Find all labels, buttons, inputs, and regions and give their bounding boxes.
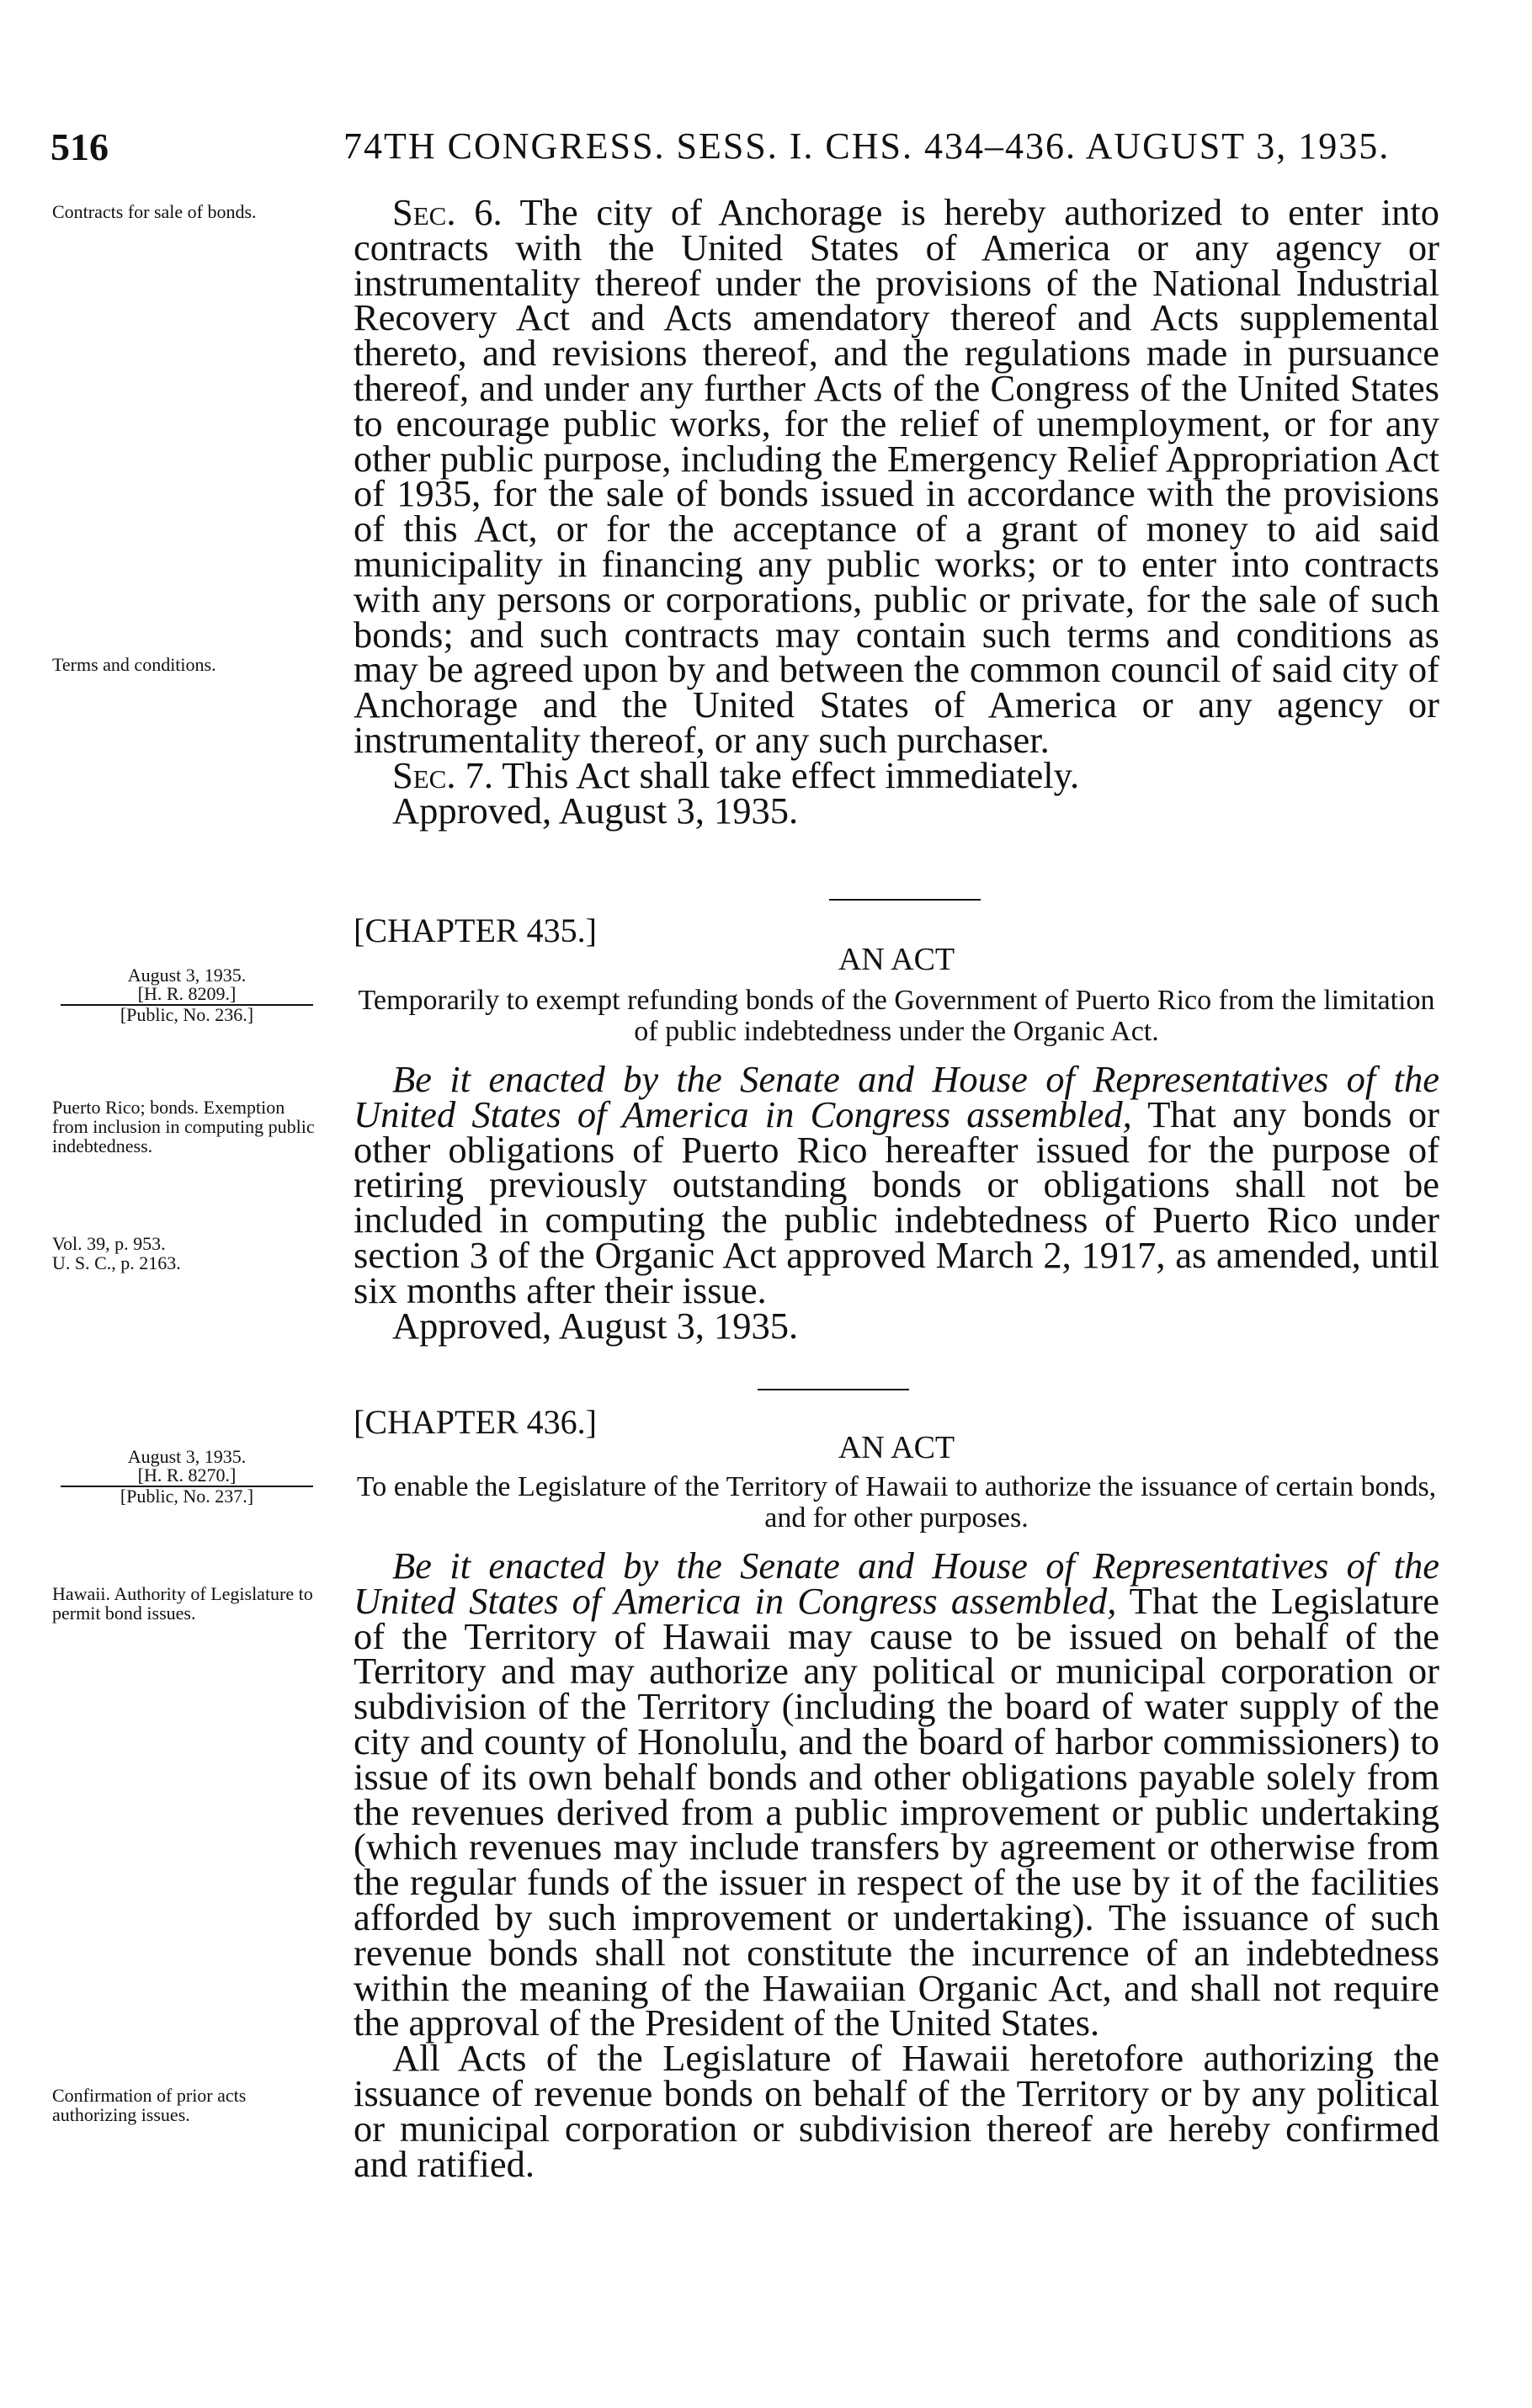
approved-line-1: Approved, August 3, 1935. xyxy=(392,789,799,832)
chapter-436-margin-info xyxy=(52,1448,322,1506)
chapter-435-date: August 3, 1935. xyxy=(127,965,247,986)
margin-note-vol39-a: Vol. 39, p. 953. xyxy=(52,1233,166,1254)
chapter-436-date: August 3, 1935. xyxy=(127,1446,247,1467)
margin-note-confirmation: Confirmation of prior acts authorizing issues. xyxy=(52,2085,247,2125)
section-6-label: Sec. 6. xyxy=(392,191,503,233)
chapter-435-an-act: AN ACT xyxy=(838,942,955,977)
section-6-text: The city of Anchorage is hereby authorized to enter into contracts with the United States of America or any agency or instrumentality thereof under the provisions of the National Industrial Recovery Act and Acts amendatory thereof and Acts supplemental thereto, and revisions thereof, and the regulations made in pursuance thereof, and under any further Acts of the Congress of the United States to encourage public works, for the relief of unemployment, or for any other public purpose, including the Emergency Relief Appropriation Act of 1935, for the sale of bonds issued in accordance with the provisions of this Act, or for the acceptance of a grant of money to aid said municipality in financing any public works; or to enter into contracts with any persons or corporations, public or private, for the sale of such bonds; and such contracts may contain such terms and conditions as may be agreed upon by and between the common council of said city of Anchorage and the United States of America or any agency or instrumentality thereof, or any such purchaser. xyxy=(354,191,1439,761)
divider-rule xyxy=(829,899,981,901)
chapter-435-public: [Public, No. 236.] xyxy=(120,1004,254,1025)
approved-line-2: Approved, August 3, 1935. xyxy=(392,1304,799,1347)
chapter-436-body xyxy=(354,1544,1439,2185)
margin-note-vol39 xyxy=(52,1234,322,1273)
margin-note-hawaii: Hawaii. Authority of Legislature to permit bond issues. xyxy=(52,1583,313,1624)
chapter-436-enacting-clause: Be it enacted by the Senate and House of Representatives of the United States of America in Congress assembled, xyxy=(354,1544,1439,1622)
chapter-436-an-act: AN ACT xyxy=(838,1430,955,1465)
chapter-436-heading: [CHAPTER 436.] xyxy=(354,1403,597,1441)
chapter-435-summary: Temporarily to exempt refunding bonds of the Government of Puerto Rico from the limitation of public indebtedness under the Organic Act. xyxy=(358,985,1435,1047)
chapter-436-public: [Public, No. 237.] xyxy=(120,1486,254,1507)
page-number: 516 xyxy=(51,125,109,168)
chapter-436-text: That the Legislature of the Territory of Hawaii may cause to be issued on behalf of the Territory and may authorize any political or municipal corporation or subdivision of the Territory (including the board of water supply of the city and county of Honolulu, and the board of harbor commissioners) to issue of its own behalf bonds and other obligations payable solely from the revenues derived from a public improvement or public undertaking (which revenues may include transfers by agreement or otherwise from the regular funds of the issuer in respect of the use by it of the facilities afforded by such improvement or undertaking). The issuance of such revenue bonds shall not constitute the incurrence of an indebtedness within the meaning of the Hawaiian Organic Act, and shall not require the approval of the President of the United States. xyxy=(354,1579,1439,2044)
chapter-435-body xyxy=(354,1058,1439,1347)
margin-note-puerto-rico: Puerto Rico; bonds. Exemption from inclusion in computing public indebtedness. xyxy=(52,1097,315,1156)
chapter-436-bill: [H. R. 8270.] xyxy=(61,1466,313,1487)
section-7-text: This Act shall take effect immediately. xyxy=(502,753,1080,796)
chapter-435-heading: [CHAPTER 435.] xyxy=(354,912,597,949)
page-header xyxy=(51,125,1439,183)
margin-note-contracts: Contracts for sale of bonds. xyxy=(52,201,257,222)
margin-note-vol39-b: U. S. C., p. 2163. xyxy=(52,1252,181,1273)
section-6 xyxy=(354,191,1439,832)
chapter-435-text: That any bonds or other obligations of Puerto Rico hereafter issued for the purpose of retiring previously outstanding bonds or obligations shall not be included in computing the public indebtedness of Puerto Rico under section 3 of the Organic Act approved March 2, 1917, as amended, until six months after their issue. xyxy=(354,1092,1439,1311)
section-7-label: Sec. 7. xyxy=(392,753,493,796)
margin-note-terms: Terms and conditions. xyxy=(52,654,216,675)
chapter-436-text-2: All Acts of the Legislature of Hawaii heretofore authorizing the issuance of revenue bonds on behalf of the Territory or by any political or municipal corporation or subdivision thereof are hereby confirmed and ratified. xyxy=(354,2037,1439,2185)
chapter-436-summary: To enable the Legislature of the Territory of Hawaii to authorize the issuance of certain bonds, and for other purposes. xyxy=(356,1471,1437,1534)
chapter-435-margin-info xyxy=(52,966,322,1024)
divider-rule xyxy=(758,1389,909,1390)
chapter-435-bill: [H. R. 8209.] xyxy=(61,985,313,1006)
chapter-435-enacting-clause: Be it enacted by the Senate and House of Representatives of the United States of America in Congress assembled, xyxy=(354,1058,1439,1135)
running-head: 74TH CONGRESS. SESS. I. CHS. 434–436. AUGUST 3, 1935. xyxy=(343,125,1391,167)
